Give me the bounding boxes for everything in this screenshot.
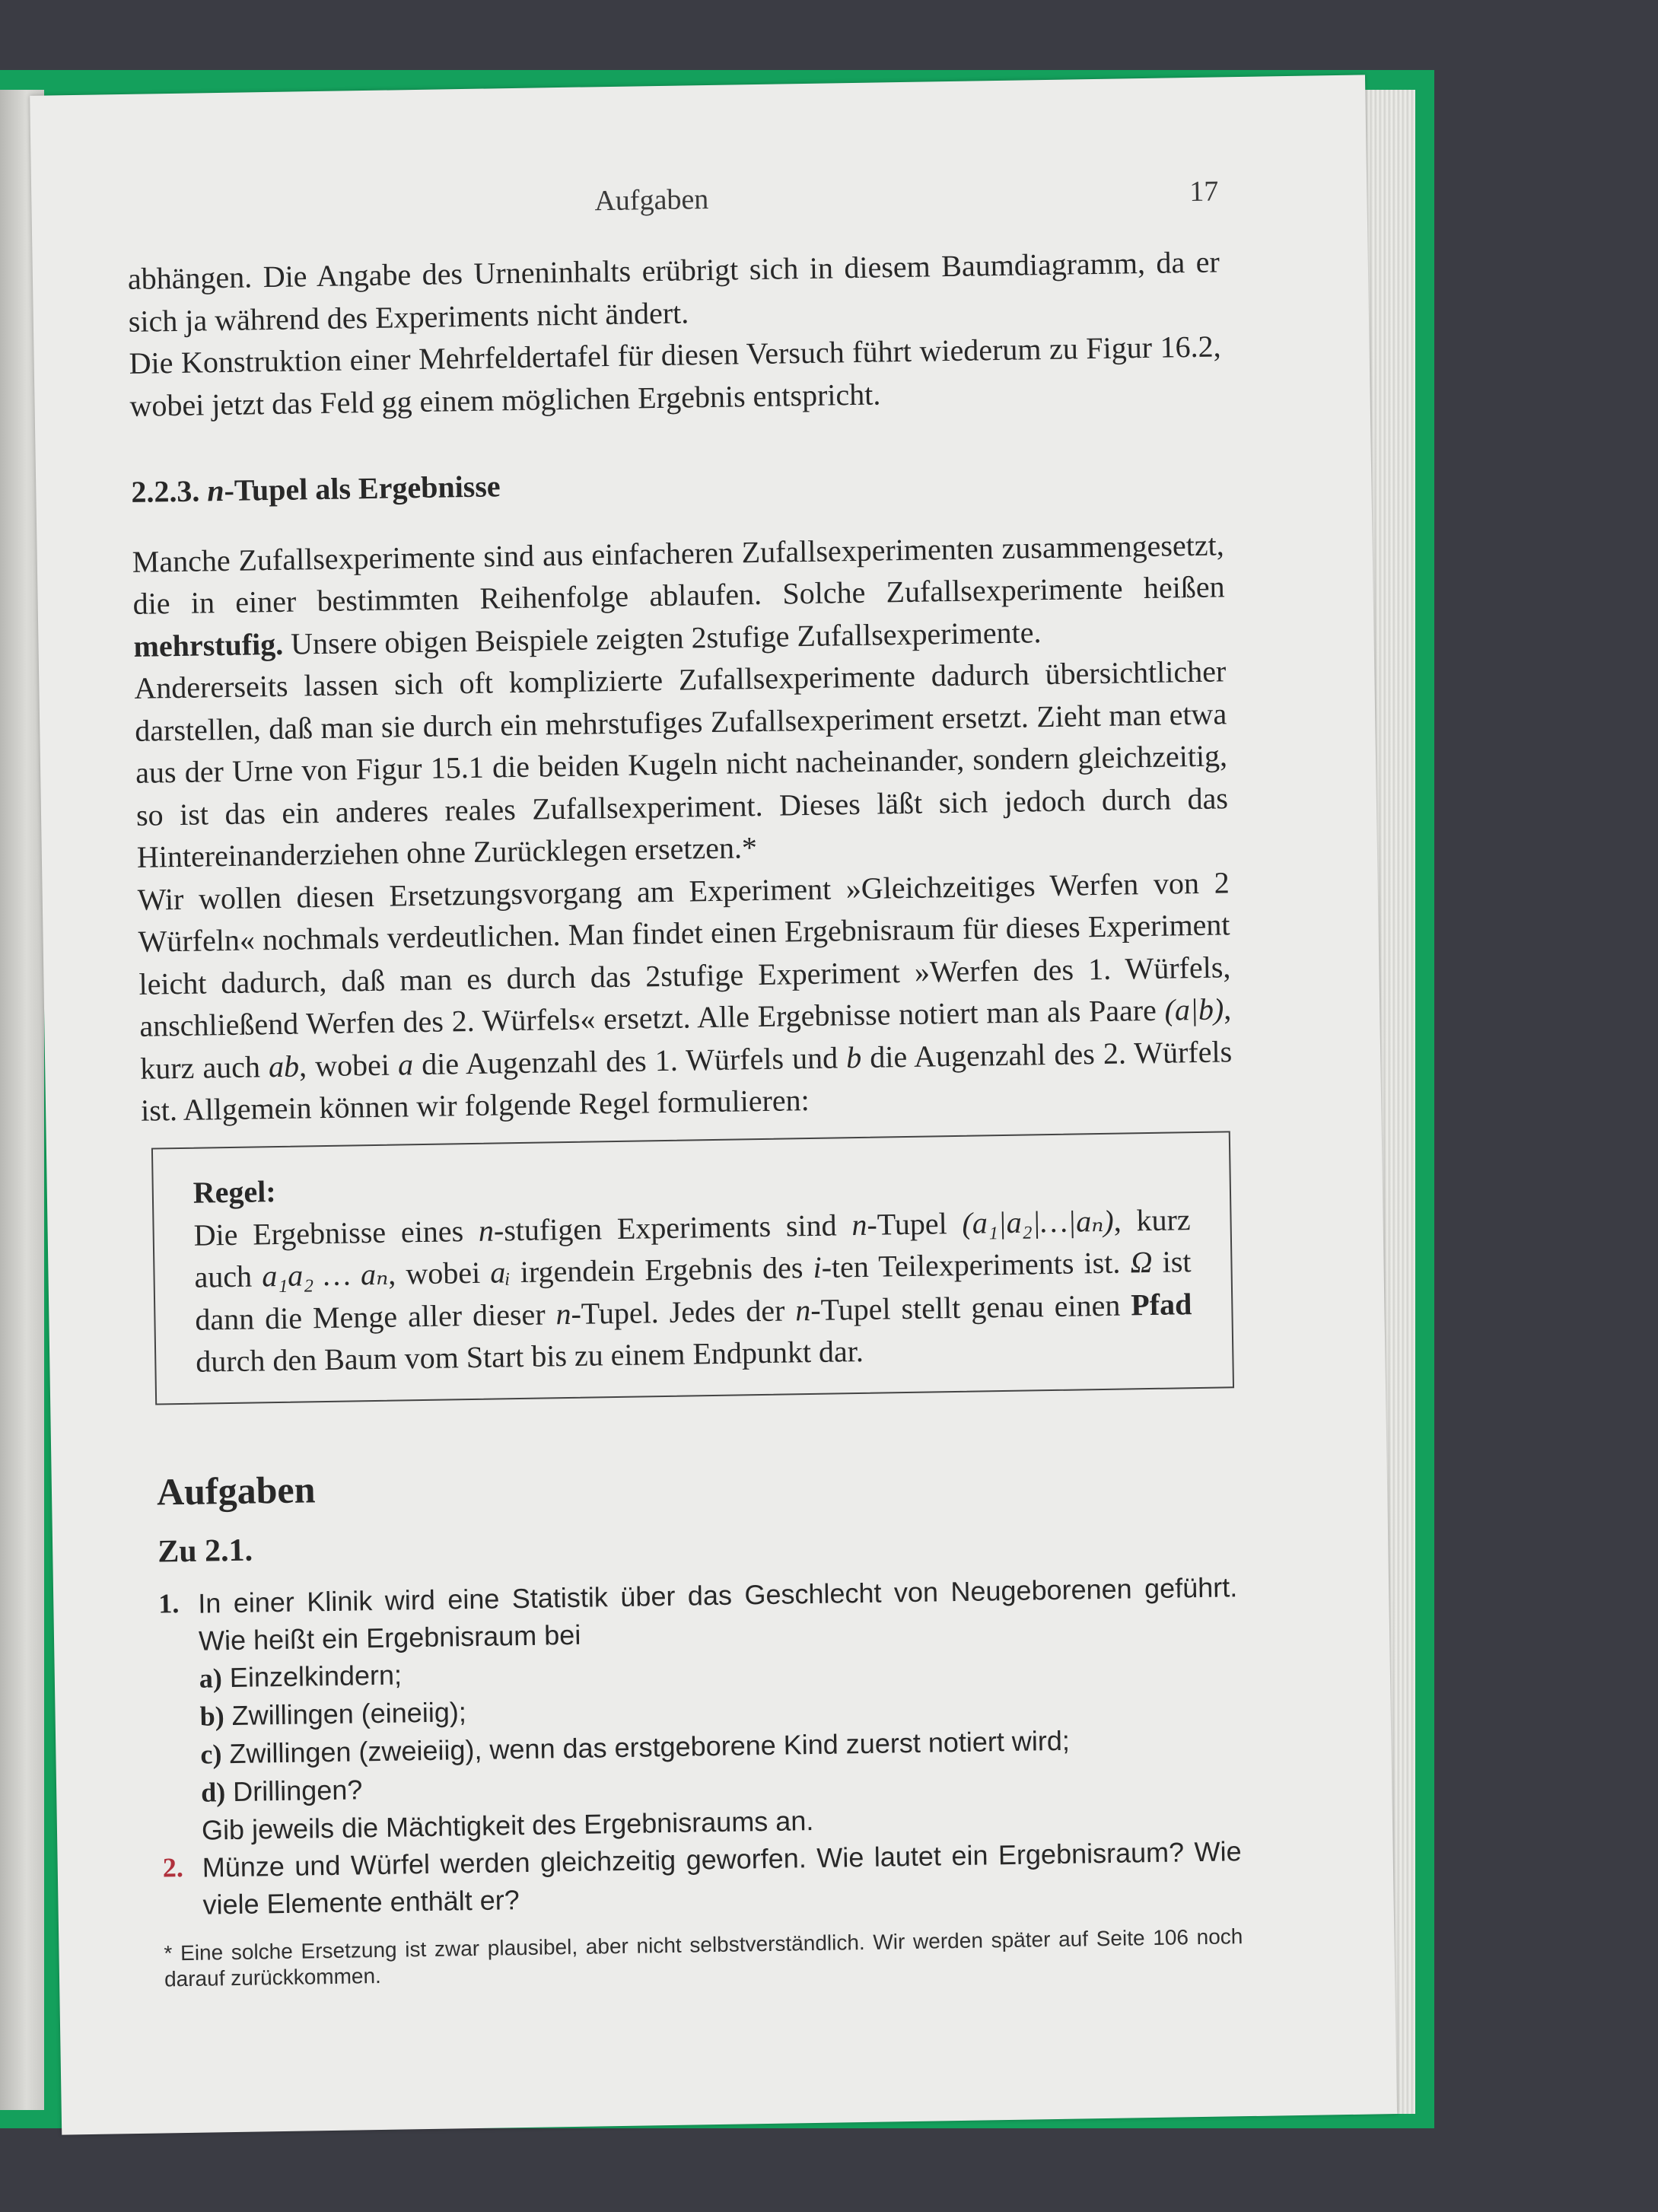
rule-ai: aᵢ <box>489 1255 511 1290</box>
item-text: Zwillingen (eineiig); <box>231 1696 467 1732</box>
rule-n1: n <box>478 1213 495 1248</box>
paragraph-3-text-a: Manche Zufallsexperimente sind aus einfacheren Zufallsexperimenten zusammengesetzt, die in einer bestimmten Reihenfolge ablaufen. Solche Zufallsexperimente heißen <box>132 527 1225 621</box>
task-1 <box>158 1568 1241 1849</box>
rule-i: i <box>813 1249 822 1284</box>
short-notation: ab <box>268 1049 300 1084</box>
section-number: 2.2.3. <box>131 473 200 509</box>
rule-t2: -stufigen Experiments sind <box>493 1207 852 1248</box>
task-2 <box>162 1832 1242 1924</box>
book-page <box>30 75 1397 2134</box>
rule-t9: -Tupel. Jedes der <box>571 1292 796 1331</box>
item-letter: a) <box>199 1663 223 1694</box>
task-1-closing: Gib jeweils die Mächtigkeit des Ergebnisraums an. <box>201 1805 814 1846</box>
item-text: Einzelkindern; <box>229 1659 403 1694</box>
rule-n4: n <box>794 1292 811 1327</box>
paragraph-5-text-e: die Augenzahl des 2. Würfels ist. Allgemein können wir folgende Regel formulieren: <box>140 1033 1233 1128</box>
item-text: Drillingen? <box>232 1774 363 1808</box>
task-2-number: 2. <box>162 1852 184 1883</box>
paragraph-4: Andererseits lassen sich oft komplizierte Zufallsexperimente dadurch übersichtlicher darstellen, daß man sie durch ein mehrstufiges Zufallsexperiment ersetzt. Zieht man etwa aus der Urne von Figur 15.1 die beiden Kugeln nicht nacheinander, sondern gleichzeitig, so ist das ein anderes reales Zufallsexperiment. Dieses läßt sich jedoch durch das Hintereinanderziehen ohne Zurücklegen ersetzen.* <box>134 654 1229 874</box>
rule-t10: -Tupel stellt genau einen <box>810 1287 1131 1327</box>
pair-notation: (a|b) <box>1164 991 1224 1027</box>
task-1-number: 1. <box>158 1588 180 1619</box>
rule-t5: , wobei <box>387 1255 491 1291</box>
item-letter: c) <box>200 1739 222 1770</box>
var-a: a <box>397 1046 414 1081</box>
footnote: * Eine solche Ersetzung ist zwar plausibel, aber nicht selbstverständlich. Wir werden später auf Seite 106 noch darauf zurückkommen. <box>164 1924 1243 1991</box>
rule-box <box>151 1131 1234 1405</box>
running-head <box>126 174 1219 230</box>
rule-t1: Die Ergebnisse eines <box>193 1213 479 1252</box>
rule-tuple: (a₁|a₂|…|aₙ) <box>962 1203 1115 1240</box>
task-1-text: In einer Klinik wird eine Statistik über das Geschlecht von Neugeborenen geführt. Wie heißt ein Ergebnisraum bei <box>197 1571 1238 1657</box>
task-2-text: Münze und Würfel werden gleichzeitig geworfen. Wie lautet ein Ergebnisraum? Wie viele Elemente enthält er? <box>202 1835 1242 1921</box>
paragraph-5-text-b: , kurz auch <box>139 991 1232 1086</box>
exercises-heading: Aufgaben <box>156 1468 316 1513</box>
rule-word: a₁a₂ … aₙ <box>261 1256 389 1294</box>
paragraph-5-text-d: die Augenzahl des 1. Würfels und <box>412 1039 847 1081</box>
exercises-subheading: Zu 2.1. <box>157 1532 253 1570</box>
running-title: Aufgaben <box>594 183 709 218</box>
paragraph-3-text-b: Unsere obigen Beispiele zeigten 2stufige Zufallsexperimente. <box>282 614 1042 661</box>
rule-t7: -ten Teilexperiments ist. <box>821 1245 1131 1284</box>
paragraph-3 <box>132 524 1225 667</box>
term-pfad: Pfad <box>1130 1286 1192 1322</box>
rule-t11: durch den Baum vom Start bis zu einem Endpunkt dar. <box>195 1333 864 1379</box>
section-heading <box>131 454 1224 513</box>
rule-title: Regel: <box>193 1174 276 1210</box>
body-text <box>128 240 1233 1131</box>
section-n: n <box>206 473 224 508</box>
paragraph-5-text-a: Wir wollen diesen Ersetzungsvorgang am Experiment »Gleichzeitiges Werfen von 2 Würfeln« nochmals verdeutlichen. Man findet einen Ergebnisraum für dieses Experiment leicht dadurch, daß man es durch das 2stufige Experiment »Werfen des 1. Würfels, anschließend Werfen des 2. Würfels« ersetzt. Alle Ergebnisse notiert man als Paare <box>137 864 1231 1043</box>
page-number: 17 <box>1189 175 1219 208</box>
paragraph-5 <box>137 861 1233 1131</box>
item-letter: d) <box>200 1777 226 1808</box>
rule-t3: -Tupel <box>867 1205 963 1242</box>
rule-t8: ist dann die Menge aller dieser <box>195 1244 1192 1337</box>
paragraph-5-text-c: , wobei <box>298 1046 399 1084</box>
rule-text <box>193 1198 1192 1383</box>
rule-t4: , kurz auch <box>194 1201 1191 1294</box>
paragraph-1: abhängen. Die Angabe des Urneninhalts erübrigt sich in diesem Baumdiagramm, da er sich ja während des Experiments nicht ändert. <box>127 244 1220 339</box>
section-title: -Tupel als Ergebnisse <box>224 469 501 508</box>
rule-t6: irgendein Ergebnis des <box>510 1249 813 1290</box>
rule-n2: n <box>851 1207 867 1242</box>
item-text: Zwillingen (zweieiig), wenn das erstgeborene Kind zuerst notiert wird; <box>229 1724 1071 1770</box>
rule-n3: n <box>555 1296 571 1331</box>
term-mehrstufig: mehrstufig. <box>133 626 284 664</box>
var-b: b <box>845 1039 862 1074</box>
paragraph-2: Die Konstruktion einer Mehrfeldertafel für diesen Versuch führt wiederum zu Figur 16.2, wobei jetzt das Feld gg einem möglichen Ergebnis entspricht. <box>129 329 1221 423</box>
exercises-section <box>157 1453 1243 1924</box>
rule-omega: Ω <box>1130 1244 1153 1280</box>
item-letter: b) <box>199 1701 224 1732</box>
